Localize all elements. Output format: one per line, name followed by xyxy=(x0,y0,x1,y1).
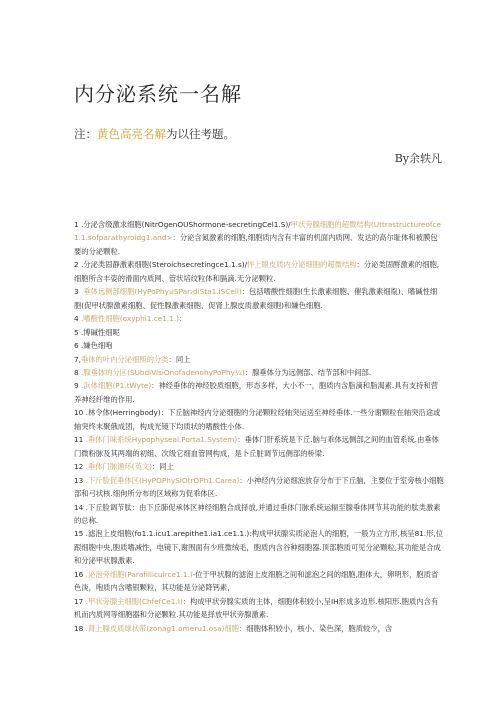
entry-highlight: .垂体远侧部细胞(HyPoPhy₃iSPar₂diSta1.iSCell) xyxy=(80,287,242,297)
entry-text: ：同上 xyxy=(152,462,174,472)
entry-number: 7, xyxy=(74,354,81,364)
glossary-entry xyxy=(74,622,444,635)
entry-number: 10 xyxy=(74,408,84,418)
entry-number: 16 xyxy=(74,569,84,579)
entry-highlight: .泌泡旁细胞(Parafilliculrce1.1.) xyxy=(85,569,193,579)
entry-highlight: 垂体的叶内分泌细照的分类 xyxy=(80,354,169,364)
glossary-entry xyxy=(74,218,444,258)
entry-number: 2 xyxy=(74,260,79,270)
glossary-entry xyxy=(74,527,444,567)
glossary-list xyxy=(74,218,444,635)
glossary-entry xyxy=(74,353,444,366)
entry-number: 11 xyxy=(74,435,84,445)
entry-text: ：神经垂体的神经胶质细胞，形态多样，大小不一，胞质内含脂滴和脂渴素.具有支持和营养神经纤维的作用. xyxy=(74,381,439,404)
entry-highlight: .腺垂体的分区(SUbdiVisiOnofadenohyPoPhy¼) xyxy=(80,367,245,377)
note-line xyxy=(74,126,235,142)
entry-text: ·位于甲状腺的滤泡上皮细胞之间和滤泡之间的细胞,胞体大，卵明形，胞质省色淡，咆质内含嗜银颗粒，其功能是分泌降钙素， xyxy=(74,569,439,593)
entry-text: .分泌含级激求细胞(NitrOgenOUShormone-secretingCel1.S)/ xyxy=(80,220,291,229)
glossary-entry xyxy=(74,312,444,325)
entry-number: 18 xyxy=(74,623,84,633)
entry-text: ：同上 xyxy=(168,354,191,364)
entry-highlight: .垂体门脉循环(英文) xyxy=(85,462,153,472)
entry-number: 13 xyxy=(74,475,84,485)
glossary-entry xyxy=(74,285,444,312)
glossary-entry xyxy=(74,568,444,595)
entry-text: .博碱性细呢 xyxy=(80,327,120,337)
note-highlight: 黄色高亮名解 xyxy=(97,127,166,141)
entry-number: 6 xyxy=(74,341,79,351)
entry-text: ：分泌含氮激素的细胞,细胞质内含有丰富的机面内质网、发达的高尔耻体和被膜包要的分泌颗粒. xyxy=(74,233,438,256)
entry-text: ： xyxy=(179,314,187,324)
entry-text: ：小神经内分泌细泡放存分布于下丘脑，主要位于室旁核小细胞部和弓状核.细佝所分布的区域称为促乖体区. xyxy=(74,475,444,499)
glossary-entry xyxy=(74,501,444,528)
author-byline: By余轶凡 xyxy=(394,152,442,165)
entry-text: ：分泌类固酹激素的细胞,细胞所含丰姿的滑面内质网、管状培纹粒体和膈滴.无分泌颗粒. xyxy=(74,260,440,283)
note-suffix: 为以往考题。 xyxy=(166,127,235,141)
entry-highlight: 甲状旁腺细胞的超微结构(Uttrastructureofce1.1.sofparathyroidg1.and> xyxy=(74,220,441,243)
entry-text: ：垂体门肝系统是下丘.脑与乖体远侧部之间的血管系统.由垂体门微粉脉及其两端的初组、次级它细血管网构成，是卜丘脏调节远侧部的桥梁. xyxy=(74,435,439,458)
glossary-entry xyxy=(74,433,444,460)
entry-text: ：细胞体积较小，核小、染色深，胞质较少，含 xyxy=(238,623,393,633)
entry-highlight: .下斤脸促垂体区(HyPOPhySiOtrOPh1.Carea) xyxy=(85,475,240,485)
entry-highlight: 怦上眼皮质内分泌细胞的超微结构 xyxy=(247,260,357,270)
entry-text: .分泌类固静激素细胞(Steroichsecretingce1.1.s)/ xyxy=(80,260,248,270)
entry-number: 15 xyxy=(74,529,84,539)
entry-number: 14 xyxy=(74,502,84,512)
entry-text: .林令体(Herringbody)：下丘脑神经内分泌细胞的分泌颗粒经轴突运送至神经垂体.一些分谢颗粒在轴突沿途或轴突终末聚俄成团，构成光镜下均质状的嗜酸性小体. xyxy=(74,408,441,431)
glossary-entry xyxy=(74,474,444,501)
entry-text: .下丘脸调节肽：由下丘肺促承体区神经细胞合成择放,并通过垂体门脉系统运辐至腺垂体网节其功能的肽类激素的总称. xyxy=(74,502,441,525)
entry-number: 5 xyxy=(74,327,79,337)
glossary-entry xyxy=(74,379,444,406)
glossary-entry xyxy=(74,258,444,285)
entry-text: ：构成甲状旁腺实质的主体，细胞体积较小,呈IH形成多边形.核阳形.胞质内含有机而内质网等细胞器和分泌颗粒.其功能是择放甲状旁腺激素. xyxy=(74,596,439,620)
note-prefix: 注： xyxy=(74,127,97,141)
entry-text: .滤泡上皮细胞(fo1.1.icu1.arepithe1.ia1.ce1.1.):构成甲状腺实质泌泡人的细胞，一般为立方形,核呈81.形,位跟细胞中央,胞质嗜减性，电镜下,谢围面有少班微绒毛，胞质内含谷种细胞器.顶部胞质可见分泌颗粒,其功能是合成和分泌甲状腺激素. xyxy=(74,529,444,566)
page-title: 内分泌系统一名解 xyxy=(74,82,242,106)
entry-highlight: .甲状旁腺主细胞(ChfefCe1.I) xyxy=(85,596,183,606)
entry-highlight: .嗜酸性细胞(oxyphi1.ce1.1.) xyxy=(80,314,180,324)
entry-text: ：腺垂体分为远侧部、结节部和中间部. xyxy=(244,367,372,377)
entry-number: 17 xyxy=(74,596,84,606)
glossary-entry xyxy=(74,326,444,339)
entry-highlight: .浜体细胞(P1.tWyte) xyxy=(80,381,152,391)
glossary-entry xyxy=(74,460,444,473)
entry-text: ：包括嗜酸性细胞(生长激素细胞、催乳激素细胤)、嗜碱性细胞(促甲状腺激素细胞、促性腺激素细胞、促肾上腺皮质激素细胞)和嫌色细胞. xyxy=(74,287,438,310)
entry-number: 3 xyxy=(74,287,79,297)
entry-number: 9 xyxy=(74,381,79,391)
entry-number: 1 xyxy=(74,220,79,229)
glossary-entry xyxy=(74,366,444,379)
entry-number: 4 xyxy=(74,314,79,324)
glossary-entry xyxy=(74,339,444,352)
glossary-entry xyxy=(74,595,444,622)
entry-number: 12 xyxy=(74,462,84,472)
entry-number: 8 xyxy=(74,367,79,377)
entry-highlight: .肾上腺皮质球状带(zonag1.omeru1.osa)细胞 xyxy=(85,623,239,633)
glossary-entry xyxy=(74,406,444,433)
entry-text: .嫌色细咆 xyxy=(80,341,113,351)
entry-highlight: .垂体门味系统Hypophyseal.Porta1.System) xyxy=(85,435,238,445)
